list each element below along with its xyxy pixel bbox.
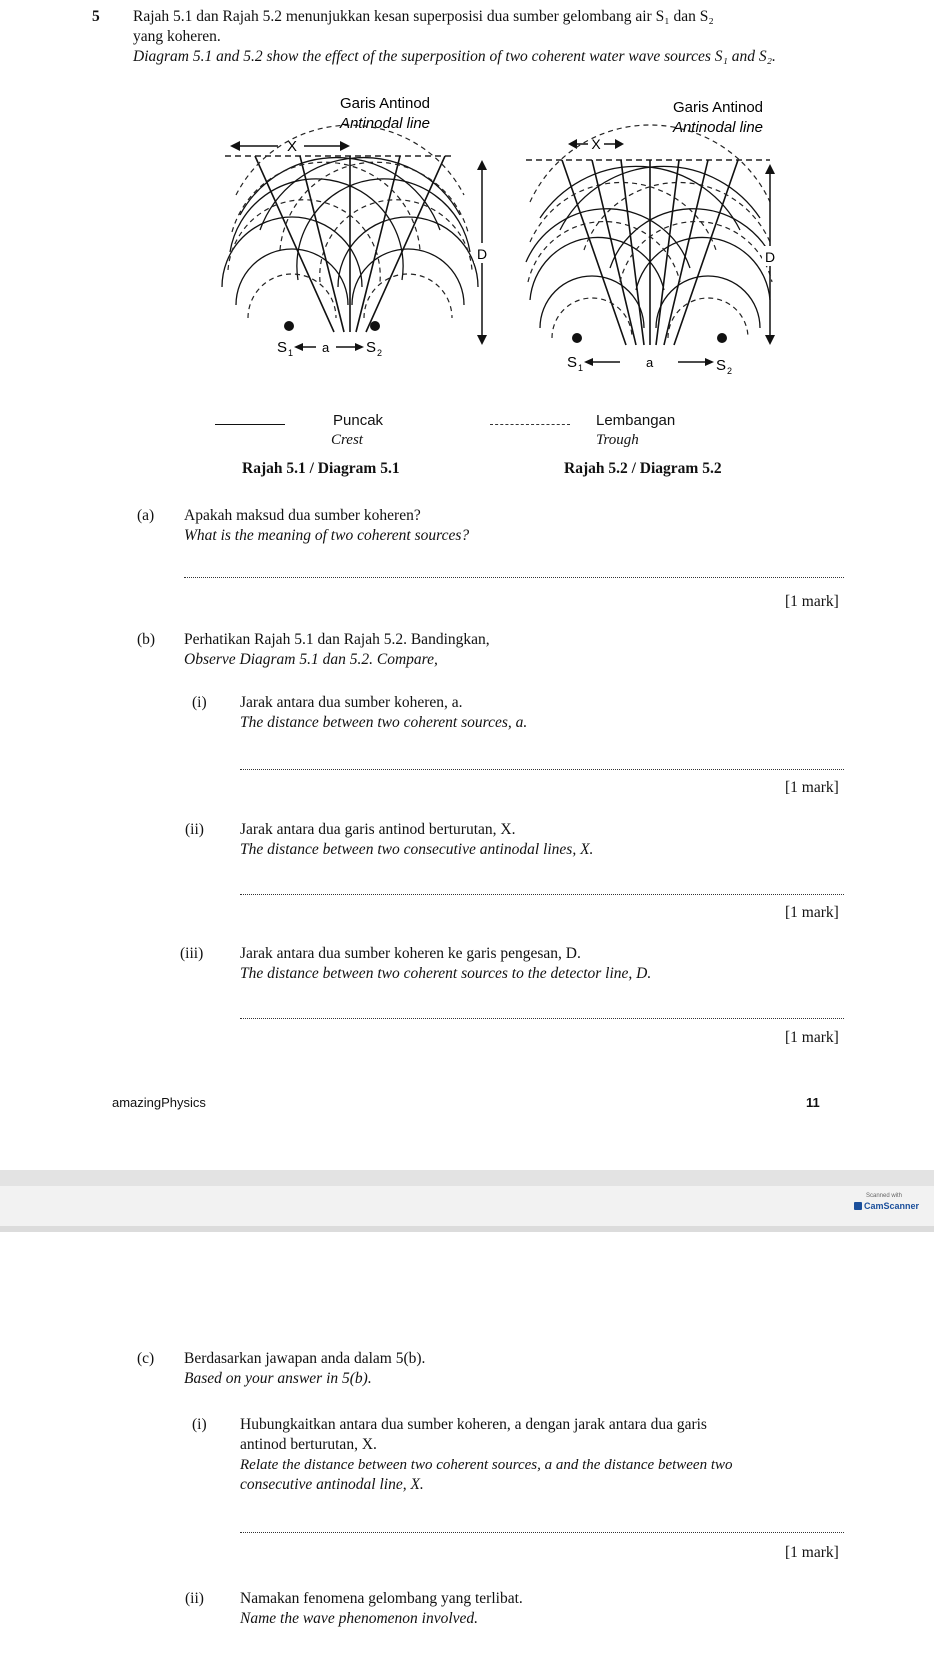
part-b-malay: Perhatikan Rajah 5.1 dan Rajah 5.2. Bandingkan, [184, 631, 490, 648]
s1-subscript: 1 [578, 363, 584, 373]
part-c-i-marks: [1 mark] [785, 1544, 839, 1561]
legend-crest-malay: Puncak [333, 412, 384, 429]
part-b-i-label: (i) [192, 694, 207, 711]
part-a-answer-line[interactable] [184, 577, 844, 578]
part-c-i-label: (i) [192, 1416, 207, 1433]
diagram-5-1 [215, 90, 495, 370]
intro-malay-line1: Rajah 5.1 dan Rajah 5.2 menunjukkan kesan superposisi dua sumber gelombang air S₁ dan S₂ [133, 8, 714, 25]
antinodal-label-malay: Garis Antinod [339, 95, 431, 112]
page-gap [0, 1170, 934, 1186]
x-label: X [591, 136, 601, 152]
exam-page-12 [0, 1232, 934, 1653]
s2-label: S [366, 339, 377, 356]
part-b-i-marks: [1 mark] [785, 779, 839, 796]
part-b-iii-answer-line[interactable] [240, 1018, 844, 1019]
part-c-english: Based on your answer in 5(b). [184, 1370, 372, 1387]
part-b-ii-answer-line[interactable] [240, 894, 844, 895]
part-b-ii-english: The distance between two consecutive antinodal lines, X. [240, 841, 594, 858]
part-b-iii-malay: Jarak antara dua sumber koheren ke garis pengesan, D. [240, 945, 581, 962]
d-label: D [765, 249, 776, 265]
part-c-i-malay-line2: antinod berturutan, X. [240, 1436, 377, 1453]
x-arrowhead-right [340, 141, 350, 151]
scan-strip [0, 1186, 934, 1226]
antinodal-label-english: Antinodal line [672, 119, 764, 136]
part-b-english: Observe Diagram 5.1 dan 5.2. Compare, [184, 651, 438, 668]
part-c-malay: Berdasarkan jawapan anda dalam 5(b). [184, 1350, 426, 1367]
scanner-small-text: Scanned with [866, 1193, 903, 1199]
d-label: D [477, 246, 488, 262]
part-b-i-english: The distance between two coherent sources, a. [240, 714, 528, 731]
part-b-ii-label: (ii) [185, 821, 204, 838]
diagram-5-2 [520, 90, 785, 380]
part-c-label: (c) [137, 1350, 155, 1367]
part-b-i-answer-line[interactable] [240, 769, 844, 770]
s1-label: S [567, 354, 578, 371]
s2-label: S [716, 357, 727, 374]
source-s2-dot [370, 321, 380, 331]
part-c-i-malay-line1: Hubungkaitkan antara dua sumber koheren, a dengan jarak antara dua garis [240, 1416, 707, 1433]
s2-subscript: 2 [377, 348, 383, 358]
s1-label: S [277, 339, 288, 356]
legend-crest-english: Crest [331, 432, 363, 448]
antinodal-label-english: Antinodal line [339, 115, 431, 132]
part-a-malay: Apakah maksud dua sumber koheren? [184, 507, 421, 524]
part-c-i-english-line2: consecutive antinodal line, X. [240, 1476, 424, 1493]
antinodal-label-malay: Garis Antinod [672, 99, 764, 116]
part-b-iii-english: The distance between two coherent sources to the detector line, D. [240, 965, 652, 982]
legend-trough-malay: Lembangan [596, 412, 676, 429]
part-c-ii-malay: Namakan fenomena gelombang yang terlibat. [240, 1590, 523, 1607]
brand-footer: amazingPhysics [112, 1095, 206, 1110]
s2-subscript: 2 [727, 366, 733, 376]
page-number: 11 [806, 1095, 820, 1110]
caption-diagram-5-2: Rajah 5.2 / Diagram 5.2 [564, 460, 722, 477]
intro-english: Diagram 5.1 and 5.2 show the effect of the superposition of two coherent water wave sources S₁ and S₂. [133, 48, 776, 65]
part-a-marks: [1 mark] [785, 593, 839, 610]
part-b-iii-label: (iii) [180, 945, 204, 962]
a-label: a [322, 340, 330, 355]
part-b-label: (b) [137, 631, 156, 648]
x-label: X [286, 138, 298, 155]
source-s2-dot [717, 333, 727, 343]
intro-malay-line2: yang koheren. [133, 28, 221, 45]
caption-diagram-5-1: Rajah 5.1 / Diagram 5.1 [242, 460, 400, 477]
x-arrowhead-left [230, 141, 240, 151]
part-b-i-malay: Jarak antara dua sumber koheren, a. [240, 694, 463, 711]
antinodal-lines [255, 156, 445, 332]
part-b-ii-marks: [1 mark] [785, 904, 839, 921]
source-s1-dot [284, 321, 294, 331]
s1-subscript: 1 [288, 348, 294, 358]
question-number: 5 [92, 8, 100, 25]
camscanner-logo-icon [854, 1202, 862, 1210]
part-a-english: What is the meaning of two coherent sources? [184, 527, 470, 544]
part-b-iii-marks: [1 mark] [785, 1029, 839, 1046]
part-c-i-english-line1: Relate the distance between two coherent sources, a and the distance between two [240, 1457, 733, 1473]
source-s1-dot [572, 333, 582, 343]
a-label: a [646, 355, 654, 370]
legend-crest-line [215, 424, 285, 425]
part-c-ii-label: (ii) [185, 1590, 204, 1607]
part-c-i-answer-line[interactable] [240, 1532, 844, 1533]
scanner-brand: CamScanner [864, 1201, 920, 1211]
part-c-ii-english: Name the wave phenomenon involved. [240, 1610, 479, 1627]
part-b-ii-malay: Jarak antara dua garis antinod berturutan, X. [240, 821, 516, 838]
legend-trough-english: Trough [596, 432, 639, 448]
part-a-label: (a) [137, 507, 155, 524]
legend-trough-line [490, 424, 570, 425]
